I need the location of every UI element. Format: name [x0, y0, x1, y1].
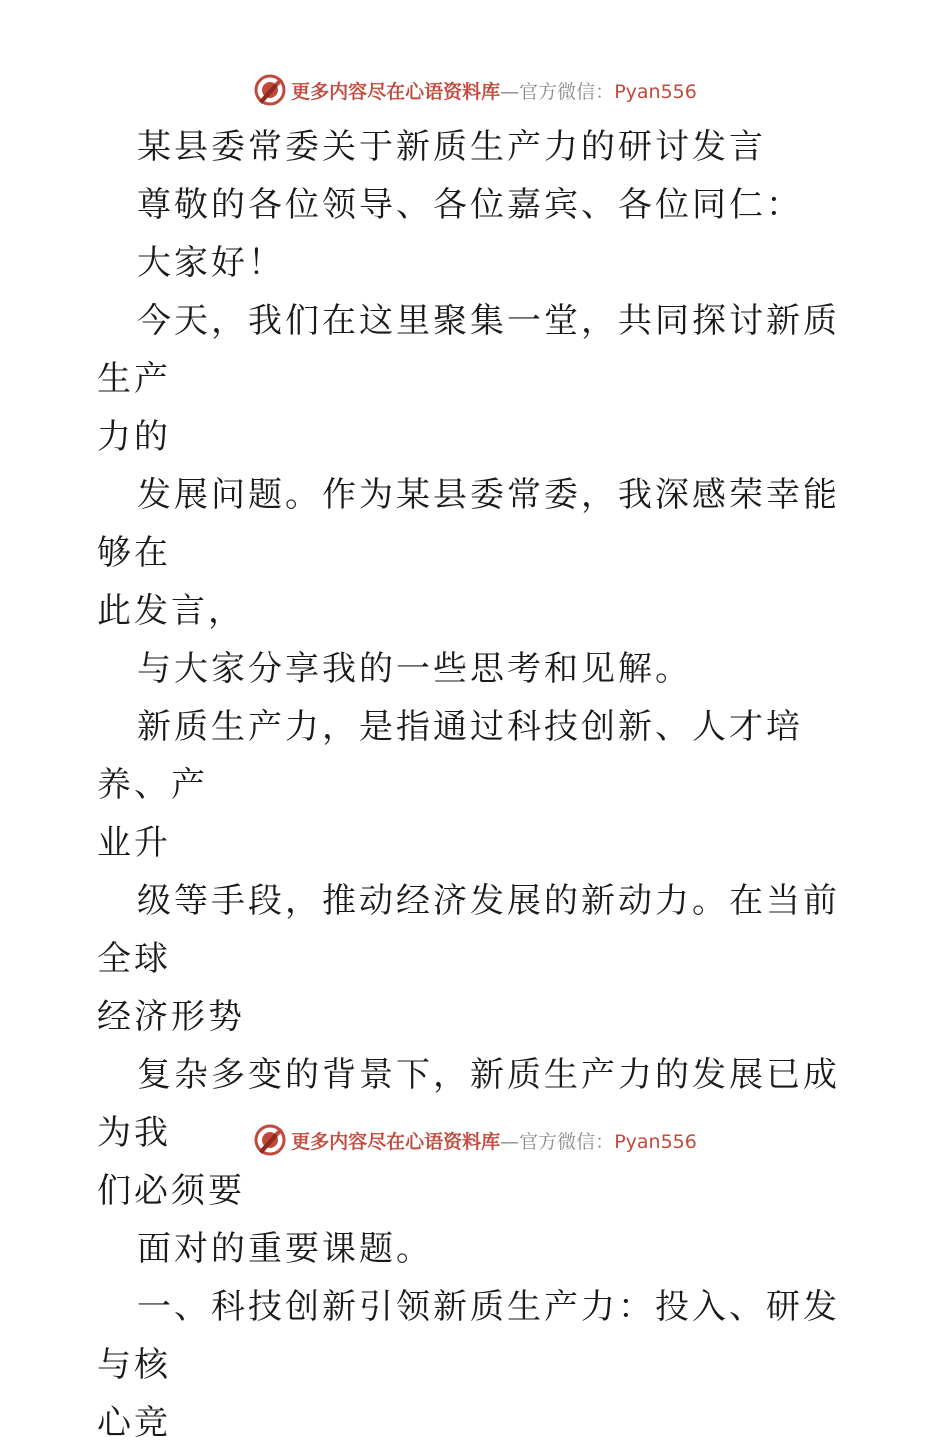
banner-main-text: 更多内容尽在心语资料库	[291, 80, 501, 103]
body-line: 复杂多变的背景下，新质生产力的发展已成为我	[97, 1055, 840, 1153]
body-line: 新质生产力，是指通过科技创新、人才培养、产	[97, 707, 803, 805]
header-watermark-banner	[0, 70, 950, 110]
banner-main-text: 更多内容尽在心语资料库	[291, 1130, 501, 1153]
document-title: 某县委常委关于新质生产力的研讨发言	[137, 127, 766, 167]
body-line: 与大家分享我的一些思考和见解。	[137, 649, 692, 689]
seal-pen-icon	[253, 73, 287, 107]
body-line: 此发言，	[97, 591, 245, 631]
footer-watermark-banner	[0, 1120, 950, 1160]
body-line: 今天，我们在这里聚集一堂，共同探讨新质生产	[97, 301, 840, 399]
document-body	[97, 118, 857, 1452]
body-line: 业升	[97, 823, 171, 863]
banner-contact-id: Pyan556	[614, 1130, 697, 1153]
body-line: 们必须要	[97, 1171, 245, 1211]
body-line: 经济形势	[97, 997, 245, 1037]
banner-contact-id: Pyan556	[614, 80, 697, 103]
seal-pen-icon	[253, 1123, 287, 1157]
banner-contact-label: 官方微信：	[519, 1130, 615, 1153]
body-line: 发展问题。作为某县委常委，我深感荣幸能够在	[97, 475, 840, 573]
banner-contact-label: 官方微信：	[519, 80, 615, 103]
banner-separator: —	[500, 1130, 520, 1153]
section-heading: 一、科技创新引领新质生产力：投入、研发与核	[97, 1287, 840, 1385]
greeting-line: 大家好！	[137, 243, 285, 283]
banner-separator: —	[500, 80, 520, 103]
body-line: 力的	[97, 417, 171, 457]
body-line: 面对的重要课题。	[137, 1229, 433, 1269]
section-heading-continued: 心竞	[97, 1403, 171, 1443]
body-line: 级等手段，推动经济发展的新动力。在当前全球	[97, 881, 840, 979]
salutation-line: 尊敬的各位领导、各位嘉宾、各位同仁：	[137, 185, 803, 225]
